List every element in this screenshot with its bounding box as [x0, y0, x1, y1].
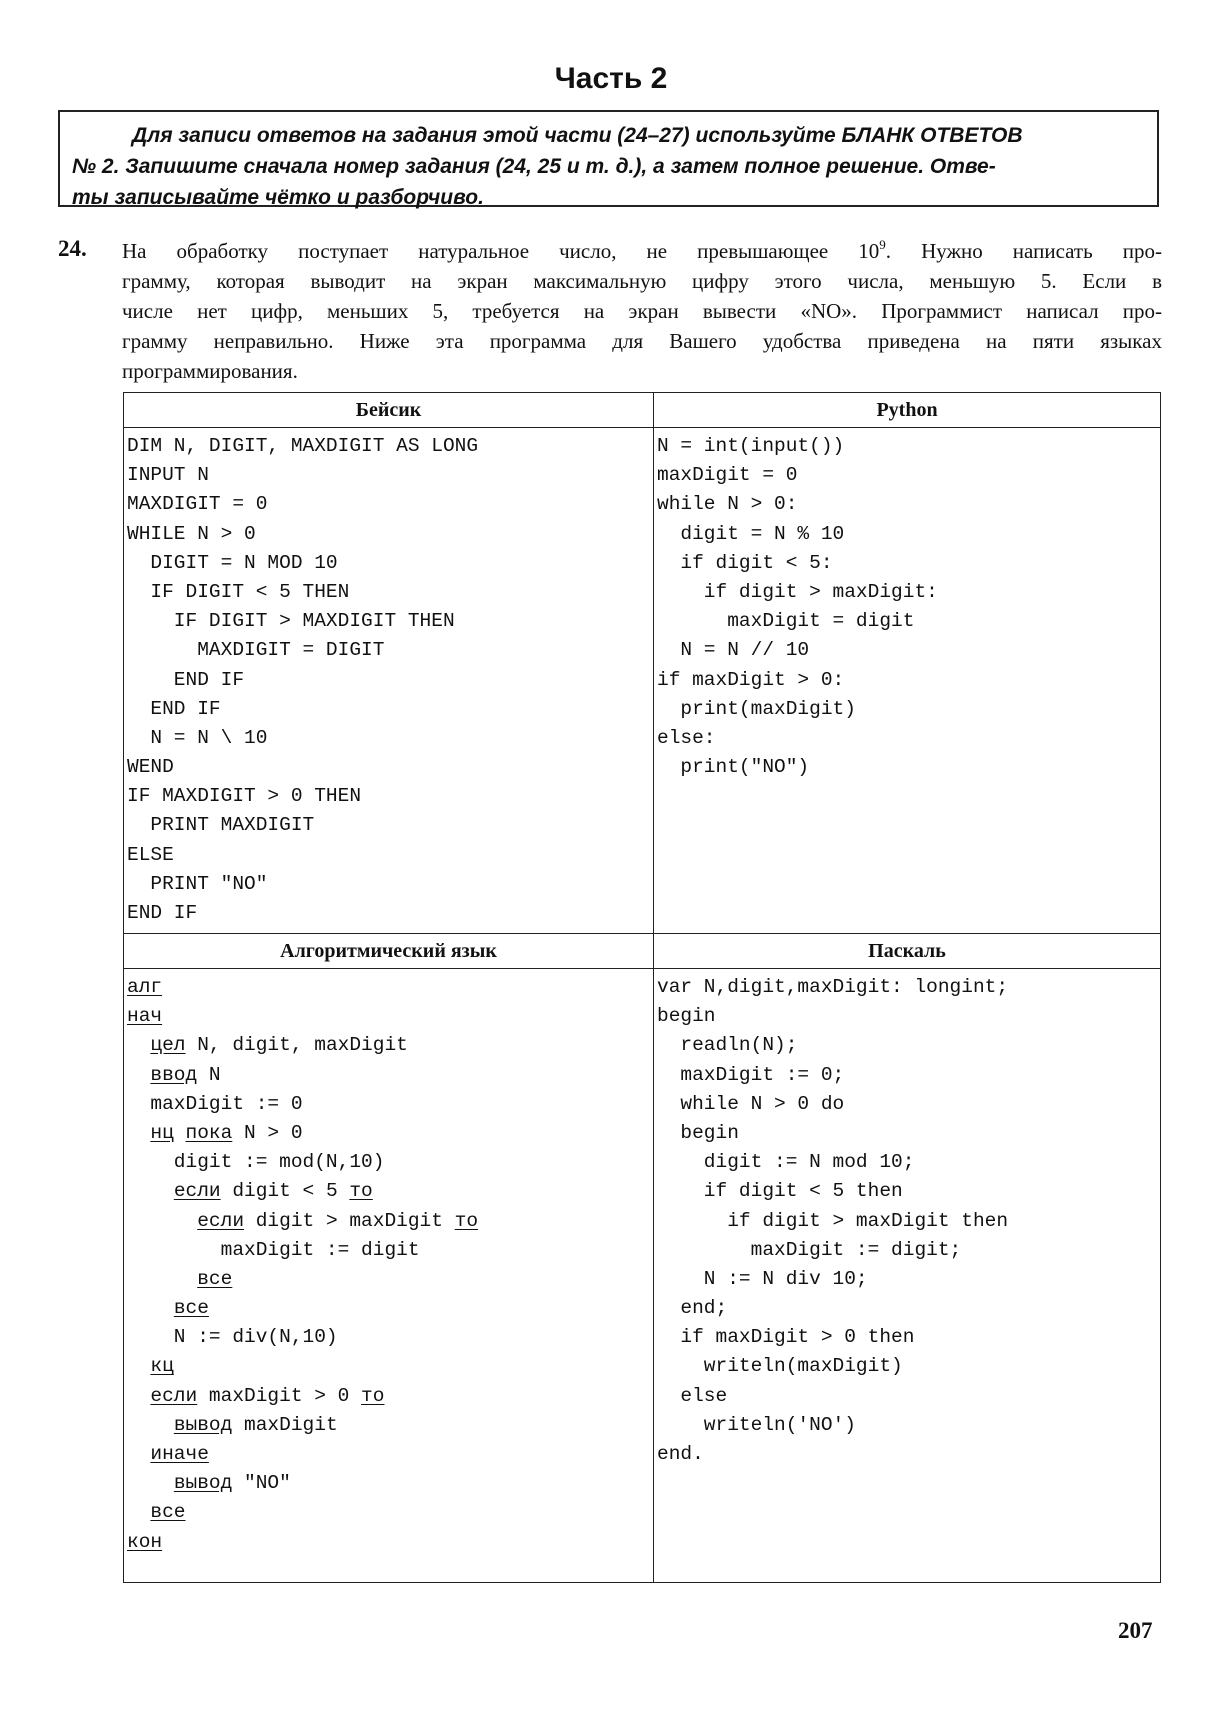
keyword: иначе	[150, 1443, 209, 1465]
code-line: while N > 0 do	[657, 1092, 845, 1115]
code-line	[127, 1411, 653, 1440]
keyword: если	[173, 1180, 221, 1203]
code-text	[127, 1501, 150, 1523]
code-line: IF DIGIT < 5 THEN	[127, 580, 350, 603]
code-text	[127, 1122, 150, 1144]
keyword: кц	[150, 1355, 174, 1378]
keyword: все	[197, 1267, 233, 1290]
code-line: writeln('NO')	[657, 1413, 856, 1436]
task-line: числе нет цифр, меньших 5, требуется на экран вывести «NO». Программист написал про-	[122, 299, 1162, 323]
code-text: digit > maxDigit	[244, 1209, 455, 1232]
code-line	[127, 1352, 653, 1381]
code-line	[127, 1207, 653, 1236]
code-line: N = N // 10	[657, 639, 810, 662]
task-line: программирования.	[122, 359, 298, 383]
code-line: END IF	[127, 902, 198, 924]
code-line: end;	[657, 1297, 728, 1320]
code-line: digit = N % 10	[657, 522, 845, 545]
code-line: while N > 0:	[657, 493, 798, 516]
keyword: то	[361, 1384, 385, 1407]
task-line	[122, 236, 1162, 266]
code-line: if maxDigit > 0:	[657, 668, 845, 691]
code-line: writeln(maxDigit)	[657, 1355, 903, 1378]
page-number: 207	[1118, 1618, 1153, 1643]
task-number: 24.	[58, 236, 87, 261]
code-text: maxDigit	[232, 1413, 338, 1436]
code-text: N	[197, 1063, 221, 1086]
code-line: END IF	[127, 697, 221, 720]
code-text	[127, 1443, 150, 1465]
code-text	[127, 1034, 150, 1056]
code-text: digit < 5	[220, 1180, 350, 1203]
code-line: MAXDIGIT = DIGIT	[127, 639, 385, 662]
code-text	[127, 1385, 150, 1407]
code-line: INPUT N	[127, 464, 209, 487]
code-line: maxDigit = digit	[657, 610, 915, 633]
code-line: print("NO")	[657, 756, 810, 779]
code-line	[127, 1236, 653, 1265]
keyword: то	[454, 1209, 479, 1232]
code-text: N := div(N,10)	[127, 1326, 338, 1349]
keyword: алг	[127, 976, 163, 998]
code-text: maxDigit := 0	[127, 1092, 303, 1115]
code-line	[127, 1090, 653, 1119]
code-line	[127, 1061, 653, 1090]
keyword: нц	[150, 1121, 174, 1144]
pascal-header: Паскаль	[654, 934, 1161, 969]
code-line: maxDigit = 0	[657, 464, 798, 487]
code-line: IF DIGIT > MAXDIGIT THEN	[127, 610, 455, 633]
code-line: END IF	[127, 668, 245, 691]
code-line	[127, 1177, 653, 1206]
code-line: if maxDigit > 0 then	[657, 1326, 915, 1349]
keyword: все	[173, 1297, 209, 1320]
exponent: 9	[879, 237, 886, 252]
instructions-line: № 2. Запишите сначала номер задания (24, 25 и т. д.), а затем полное решение. Отве-	[72, 155, 996, 178]
code-line: var N,digit,maxDigit: longint;	[657, 976, 1009, 998]
code-line	[127, 1469, 653, 1498]
code-line	[127, 1528, 653, 1557]
python-header: Python	[654, 393, 1161, 428]
keyword: вывод	[173, 1413, 233, 1436]
code-line: if digit < 5 then	[657, 1180, 903, 1203]
code-line	[127, 1498, 653, 1527]
code-line	[127, 1265, 653, 1294]
code-text	[127, 1355, 150, 1377]
code-line: begin	[657, 1121, 739, 1144]
code-text: digit := mod(N,10)	[127, 1151, 385, 1174]
code-text: N > 0	[232, 1121, 303, 1144]
part-title: Часть 2	[554, 62, 668, 95]
code-line: N := N div 10;	[657, 1267, 868, 1290]
code-line: maxDigit := digit;	[657, 1238, 962, 1261]
code-table	[123, 392, 1161, 1583]
keyword: цел	[150, 1034, 186, 1057]
instructions-line: Для записи ответов на задания этой части (24–27) используйте БЛАНК ОТВЕТОВ	[132, 124, 1023, 147]
python-code	[654, 428, 1160, 784]
code-text	[127, 1064, 150, 1086]
keyword: то	[349, 1180, 373, 1203]
task-line: грамму неправильно. Ниже эта программа для Вашего удобства приведена на пяти языках	[122, 329, 1162, 353]
code-line	[127, 1031, 653, 1060]
code-line: MAXDIGIT = 0	[127, 493, 268, 516]
code-line: WHILE N > 0	[127, 522, 256, 545]
code-line: maxDigit := 0;	[657, 1063, 845, 1086]
code-text	[174, 1122, 186, 1144]
code-text: maxDigit := digit	[127, 1238, 420, 1261]
algo-header: Алгоритмический язык	[124, 934, 654, 969]
code-line	[127, 1148, 653, 1177]
code-text	[127, 1180, 174, 1202]
task-text-fragment: . Нужно написать про-	[885, 239, 1162, 263]
code-line	[127, 1119, 653, 1148]
code-text	[127, 1414, 174, 1436]
code-line: if digit > maxDigit then	[657, 1209, 1009, 1232]
keyword: нач	[127, 1005, 163, 1028]
code-text: N, digit, maxDigit	[185, 1034, 408, 1057]
keyword: кон	[127, 1530, 163, 1553]
code-line: PRINT MAXDIGIT	[127, 814, 315, 837]
task-line: грамму, которая выводит на экран максимальную цифру этого числа, меньшую 5. Если в	[122, 269, 1162, 293]
basic-code	[124, 428, 653, 930]
instructions-line: ты записывайте чётко и разборчиво.	[72, 186, 484, 209]
code-line: DIGIT = N MOD 10	[127, 551, 338, 574]
pascal-code	[654, 969, 1160, 1471]
code-line	[127, 1323, 653, 1352]
code-text: maxDigit > 0	[197, 1384, 362, 1407]
algo-code	[124, 969, 653, 1559]
code-text	[127, 1210, 197, 1232]
instructions-box	[58, 110, 1159, 207]
code-line: else	[657, 1384, 728, 1407]
code-line: WEND	[127, 756, 174, 779]
code-line: N = N \ 10	[127, 726, 268, 749]
code-line: digit := N mod 10;	[657, 1151, 915, 1174]
keyword: ввод	[150, 1063, 198, 1086]
keyword: пока	[185, 1121, 233, 1144]
code-line: print(maxDigit)	[657, 697, 856, 720]
keyword: если	[197, 1209, 245, 1232]
code-text: "NO"	[232, 1472, 291, 1495]
code-line: end.	[657, 1443, 704, 1465]
basic-header: Бейсик	[124, 393, 654, 428]
code-line	[127, 1294, 653, 1323]
code-text	[127, 1472, 174, 1494]
code-line: else:	[657, 726, 716, 749]
keyword: все	[150, 1501, 186, 1524]
code-line: begin	[657, 1005, 716, 1028]
code-line	[127, 1382, 653, 1411]
code-line: ELSE	[127, 843, 174, 866]
code-text	[127, 1297, 174, 1319]
code-line	[127, 1002, 653, 1031]
code-line: PRINT "NO"	[127, 872, 268, 895]
code-line: N = int(input())	[657, 435, 845, 457]
code-line: DIM N, DIGIT, MAXDIGIT AS LONG	[127, 435, 479, 457]
task-text-fragment: На обработку поступает натуральное число, не превышающее 10	[122, 239, 880, 263]
code-line: readln(N);	[657, 1034, 798, 1057]
code-text	[127, 1268, 197, 1290]
keyword: вывод	[173, 1472, 233, 1495]
code-line	[127, 973, 653, 1002]
code-line: if digit > maxDigit:	[657, 580, 938, 603]
keyword: если	[150, 1384, 198, 1407]
task-statement	[122, 236, 1162, 386]
code-line	[127, 1440, 653, 1469]
code-line: IF MAXDIGIT > 0 THEN	[127, 785, 362, 808]
code-line: if digit < 5:	[657, 551, 833, 574]
